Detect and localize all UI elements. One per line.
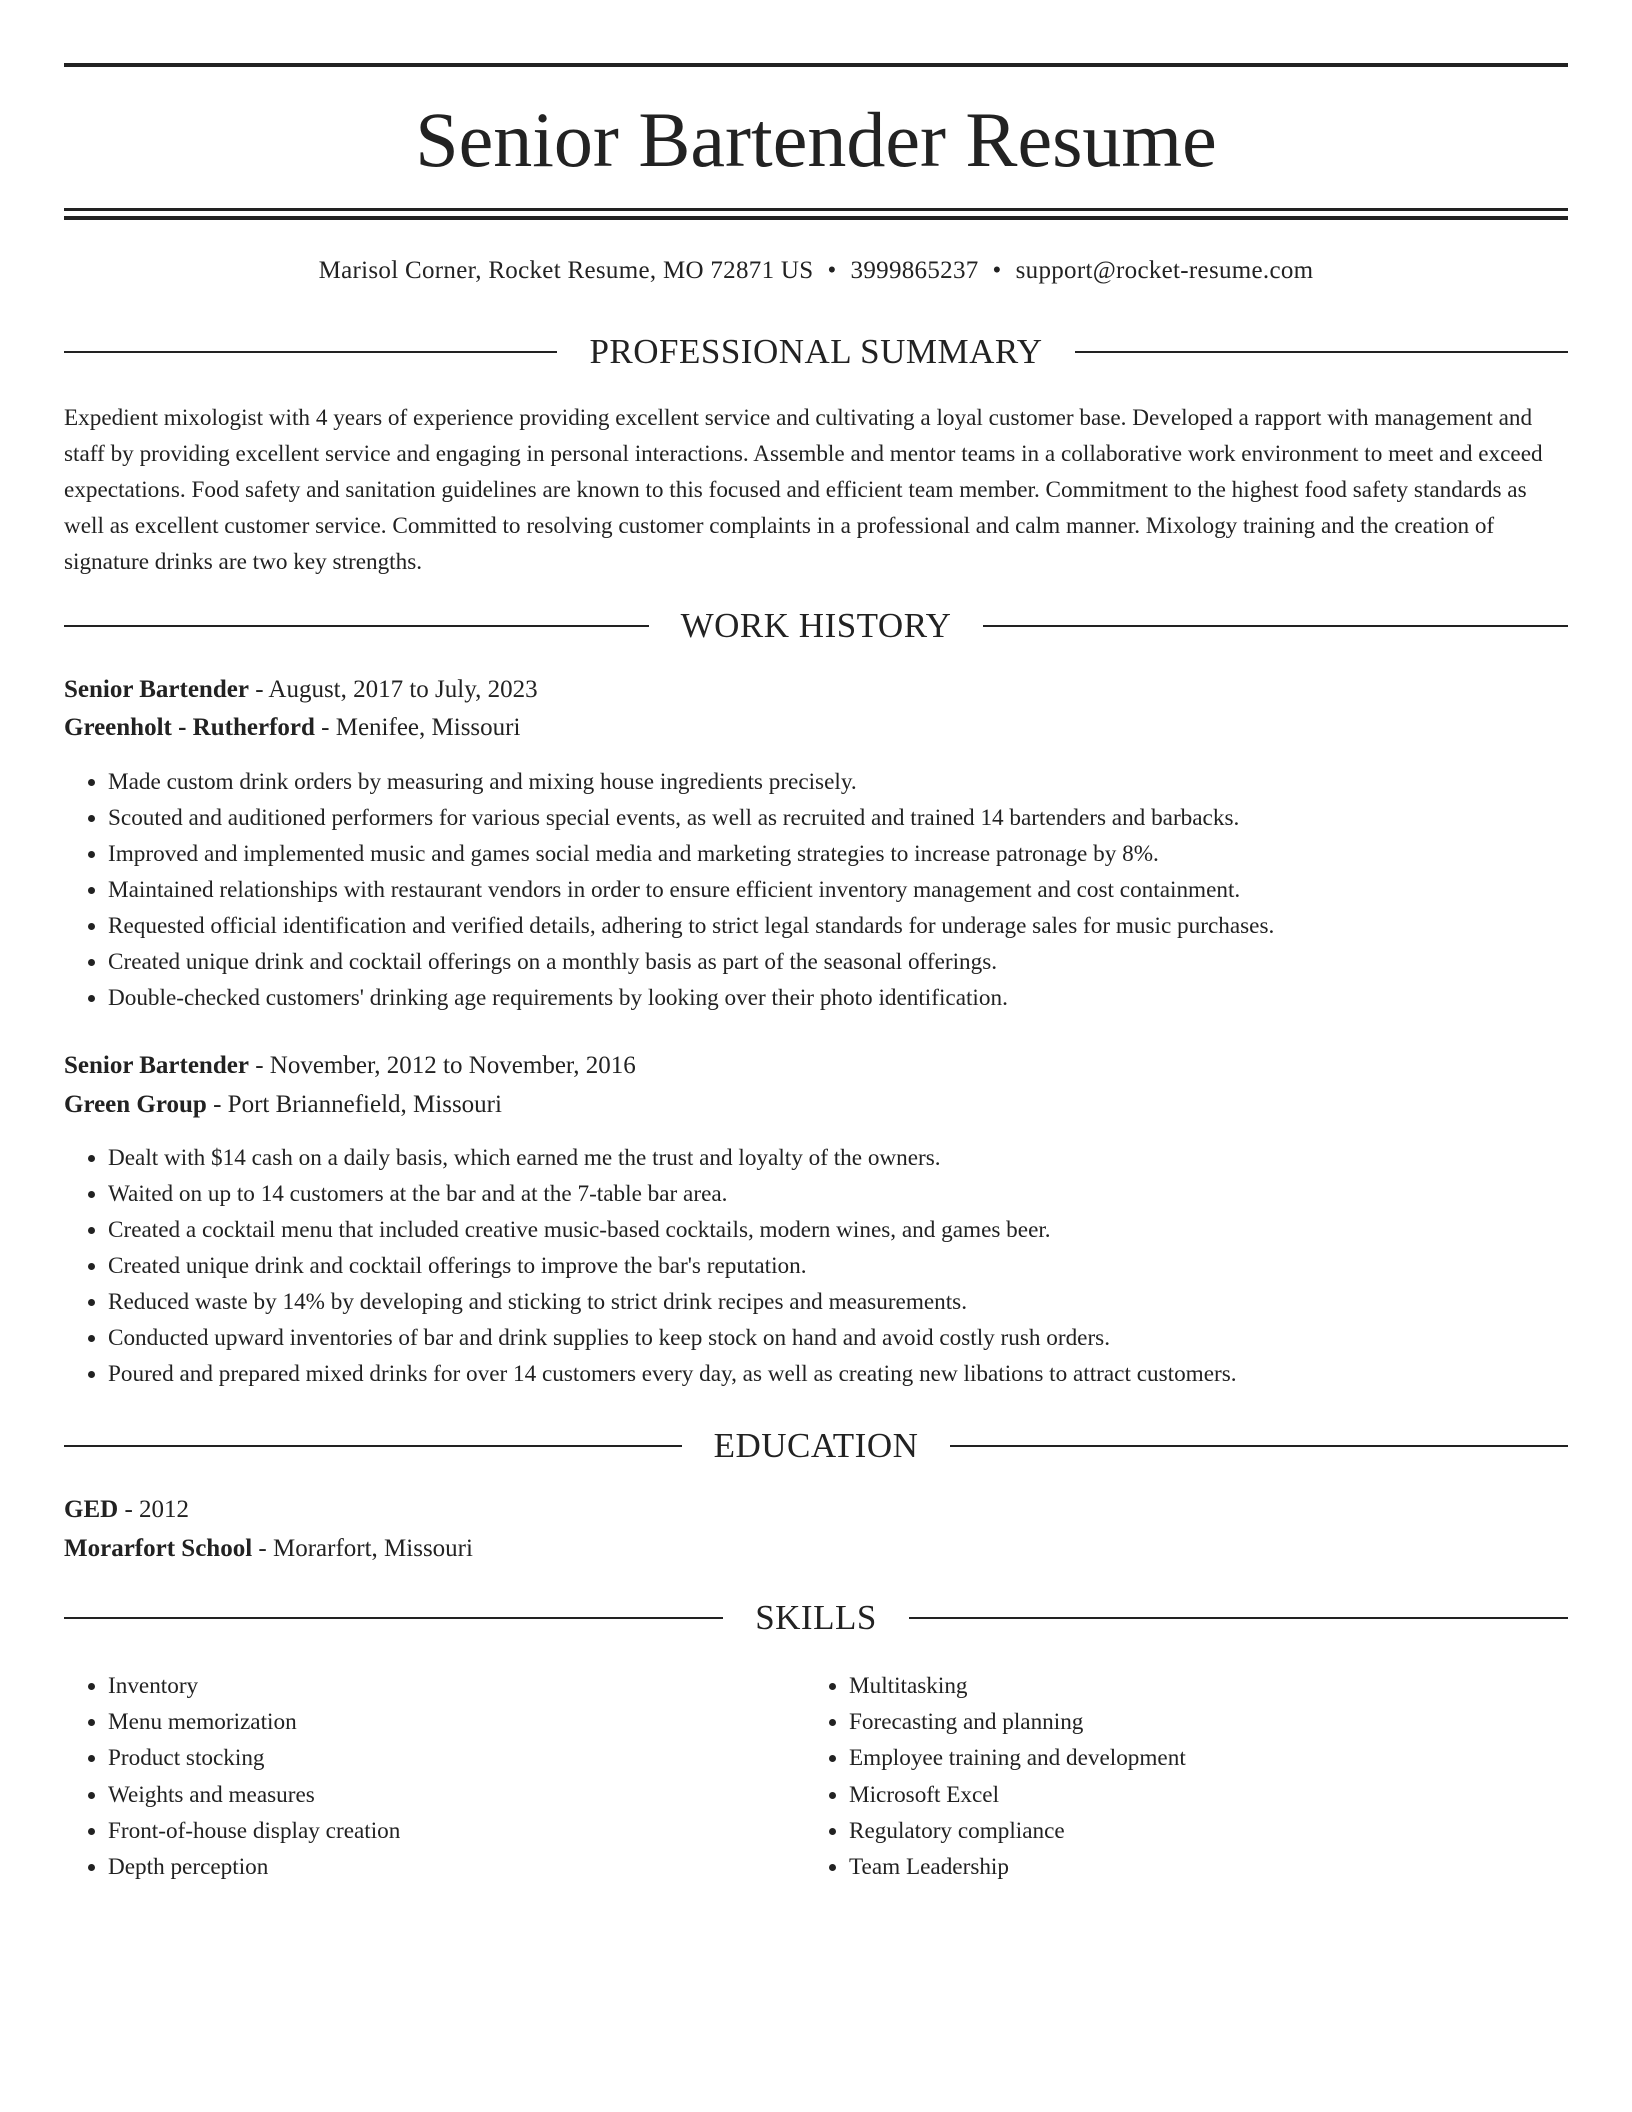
job-title-line xyxy=(64,672,1568,708)
skill-item: • Multitasking xyxy=(849,1668,1549,1704)
list-item: • Created unique drink and cocktail offerings to improve the bar's reputation. xyxy=(108,1248,1612,1284)
skill-item: • Regulatory compliance xyxy=(849,1813,1549,1849)
heading-label: PROFESSIONAL SUMMARY xyxy=(589,332,1043,371)
heading-label: WORK HISTORY xyxy=(680,606,952,645)
education-degree-line xyxy=(64,1492,1568,1528)
education-school: Morarfort School xyxy=(64,1535,253,1562)
job-employer-line xyxy=(64,710,1568,746)
title-rule-lower xyxy=(64,216,1568,220)
list-item: • Maintained relationships with restaurant vendors in order to ensure efficient inventory management and cost containment. xyxy=(108,872,1612,908)
list-item: • Conducted upward inventories of bar and drink supplies to keep stock on hand and avoid costly rush orders. xyxy=(108,1320,1612,1356)
skill-item: • Menu memorization xyxy=(108,1704,808,1740)
list-item: • Requested official identification and verified details, adhering to strict legal standards for underage sales for music purchases. xyxy=(108,908,1612,944)
skill-item: • Front-of-house display creation xyxy=(108,1813,808,1849)
list-item: • Improved and implemented music and games social media and marketing strategies to increase patronage by 8%. xyxy=(108,836,1612,872)
heading-rule xyxy=(950,1445,1568,1447)
section-heading-work-history xyxy=(64,604,1568,648)
heading-rule xyxy=(64,351,557,353)
skill-item: • Weights and measures xyxy=(108,1777,808,1813)
title-rule-upper xyxy=(64,208,1568,211)
list-item: • Reduced waste by 14% by developing and sticking to strict drink recipes and measurements. xyxy=(108,1284,1612,1320)
section-heading-education xyxy=(64,1424,1568,1468)
skills-list-right xyxy=(805,1668,1549,1885)
section-heading-summary xyxy=(64,330,1568,374)
job-location: - Port Briannefield, Missouri xyxy=(206,1091,502,1118)
list-item: • Created a cocktail menu that included creative music-based cocktails, modern wines, and games beer. xyxy=(108,1212,1612,1248)
contact-email: support@rocket-resume.com xyxy=(1015,257,1314,284)
section-heading-skills xyxy=(64,1596,1568,1640)
resume-title: Senior Bartender Resume xyxy=(415,96,1217,183)
contact-separator: • xyxy=(992,257,1002,284)
job-employer: Greenholt - Rutherford xyxy=(64,714,315,741)
skills-list-left xyxy=(64,1668,808,1885)
heading-rule xyxy=(983,625,1568,627)
skill-item: • Team Leadership xyxy=(849,1849,1549,1885)
job-title-line xyxy=(64,1048,1568,1084)
heading-rule xyxy=(64,1617,723,1619)
job-bullets xyxy=(64,1140,1612,1392)
contact-address: Marisol Corner, Rocket Resume, MO 72871 US xyxy=(318,257,814,284)
heading-rule xyxy=(64,1445,682,1447)
contact-separator: • xyxy=(827,257,837,284)
list-item: • Scouted and auditioned performers for various special events, as well as recruited and trained 14 bartenders and barbacks. xyxy=(108,800,1612,836)
education-degree: GED xyxy=(64,1496,119,1523)
contact-phone: 3999865237 xyxy=(850,257,979,284)
heading-rule xyxy=(1075,351,1568,353)
contact-info xyxy=(64,254,1568,288)
job-title: Senior Bartender xyxy=(64,676,249,703)
skill-item: • Product stocking xyxy=(108,1740,808,1776)
list-item: • Dealt with $14 cash on a daily basis, which earned me the trust and loyalty of the owners. xyxy=(108,1140,1612,1176)
education-location: - Morarfort, Missouri xyxy=(252,1535,473,1562)
skill-item: • Inventory xyxy=(108,1668,808,1704)
job-title: Senior Bartender xyxy=(64,1052,249,1079)
job-dates: - August, 2017 to July, 2023 xyxy=(248,676,538,703)
skill-item: • Microsoft Excel xyxy=(849,1777,1549,1813)
skill-item: • Employee training and development xyxy=(849,1740,1549,1776)
job-dates: - November, 2012 to November, 2016 xyxy=(248,1052,636,1079)
education-school-line xyxy=(64,1531,1568,1567)
list-item: • Poured and prepared mixed drinks for over 14 customers every day, as well as creating new libations to attract customers. xyxy=(108,1356,1612,1392)
job-employer: Green Group xyxy=(64,1091,207,1118)
list-item: • Waited on up to 14 customers at the bar and at the 7-table bar area. xyxy=(108,1176,1612,1212)
job-employer-line xyxy=(64,1087,1568,1123)
job-location: - Menifee, Missouri xyxy=(314,714,521,741)
list-item: • Created unique drink and cocktail offerings on a monthly basis as part of the seasonal offerings. xyxy=(108,944,1612,980)
education-year: - 2012 xyxy=(118,1496,190,1523)
summary-text: Expedient mixologist with 4 years of experience providing excellent service and cultivating a loyal customer base. Developed a rapport with management and staff by providing excellent service and engaging in personal interactions. Assemble and mentor teams in a collaborative work environment to meet and exceed expectations. Food safety and sanitation guidelines are known to this focused and efficient team member. Commitment to the highest food safety standards as well as excellent customer service. Committed to resolving customer complaints in a professional and calm manner. Mixology training and the creation of signature drinks are two key strengths. xyxy=(64,405,1543,575)
list-item: • Double-checked customers' drinking age requirements by looking over their photo identification. xyxy=(108,980,1612,1016)
heading-rule xyxy=(909,1617,1568,1619)
list-item: • Made custom drink orders by measuring and mixing house ingredients precisely. xyxy=(108,764,1612,800)
heading-rule xyxy=(64,625,649,627)
skill-item: • Forecasting and planning xyxy=(849,1704,1549,1740)
job-bullets xyxy=(64,764,1612,1016)
skill-item: • Depth perception xyxy=(108,1849,808,1885)
heading-label: EDUCATION xyxy=(713,1426,919,1465)
heading-label: SKILLS xyxy=(755,1598,877,1637)
top-rule xyxy=(64,63,1568,67)
